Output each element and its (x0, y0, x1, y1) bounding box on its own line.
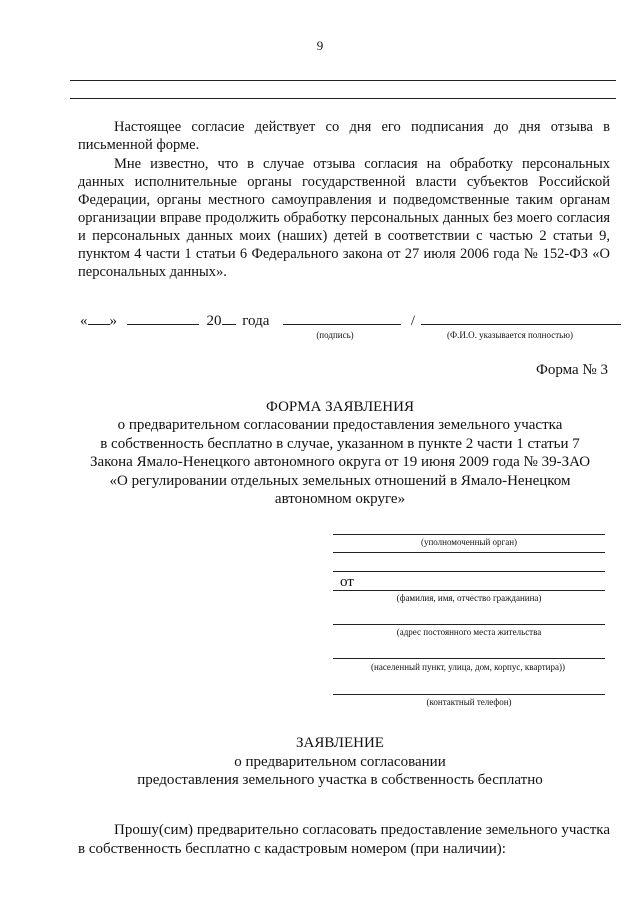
signature-slash: / (410, 313, 416, 329)
statement-heading (60, 734, 620, 790)
citizen-fio-label: (фамилия, имя, отчество гражданина) (396, 593, 542, 603)
extra-field[interactable] (333, 571, 605, 572)
citizen-fio-field[interactable] (333, 590, 605, 591)
form-title-line: в собственность бесплатно в случае, указанном в пункте 2 части 1 статьи 7 (100, 435, 580, 452)
day-field[interactable] (88, 310, 110, 325)
statement-body: Прошу(сим) предварительно согласовать предоставление земельного участка в собственность бесплатно с кадастровым номером (при наличии): (78, 822, 610, 857)
signature-field[interactable] (283, 310, 401, 325)
page-number: 9 (316, 38, 324, 53)
form-title-line: Закона Ямало-Ненецкого автономного округа от 19 июня 2009 года № 39-ЗАО (89, 454, 591, 471)
form-title-heading: ФОРМА ЗАЯВЛЕНИЯ (266, 399, 414, 415)
statement-title: ЗАЯВЛЕНИЕ (296, 735, 384, 751)
consent-paragraph-withdrawal: Мне известно, что в случае отзыва согласия на обработку персональных данных исполнительные органы государственной власти субъектов Российской Федерации, органы местного самоуправления и подведомственные таким органам организации вправе продолжить обработку персональных данных без моего согласия и персональных данных моих (наших) детей в соответствии с частью 2 статьи 9, пунктом 4 части 1 статьи 6 Федерального закона от 27 июля 2006 года № 152-ФЗ «О персональных данных». (78, 156, 610, 280)
form-title-line: автономном округе» (274, 491, 406, 508)
authority-field-line2[interactable] (333, 552, 605, 553)
statement-subtitle: о предварительном согласовании (234, 753, 446, 770)
locality-field[interactable] (333, 658, 605, 659)
fio-field[interactable] (421, 310, 621, 325)
signature-label: (подпись) (316, 330, 354, 340)
form-title (60, 398, 620, 508)
form-title-line: «О регулировании отдельных земельных отношений в Ямало-Ненецком (109, 472, 571, 489)
authority-field[interactable] (333, 534, 605, 535)
statement-subtitle: предоставления земельного участка в собственность бесплатно (137, 772, 543, 789)
address-label: (адрес постоянного места жительства (396, 627, 542, 637)
month-field[interactable] (127, 310, 199, 325)
authority-label: (уполномоченный орган) (420, 537, 518, 547)
consent-paragraph-validity: Настоящее согласие действует со дня его подписания до дня отзыва в письменной форме. (78, 119, 610, 153)
locality-label: (населенный пункт, улица, дом, корпус, квартира)) (371, 662, 565, 672)
year-prefix: 20 (206, 313, 222, 329)
form-title-line: о предварительном согласовании предоставления земельного участка (117, 417, 563, 434)
address-field[interactable] (333, 624, 605, 625)
phone-label: (контактный телефон) (426, 697, 512, 707)
date-signature-line (80, 310, 620, 330)
year-suffix: года (242, 313, 270, 329)
header-rule-top (70, 80, 616, 81)
fio-label: (Ф.И.О. указывается полностью) (447, 330, 573, 340)
header-rule-bottom (70, 98, 616, 99)
phone-field[interactable] (333, 694, 605, 695)
year-field[interactable] (222, 310, 236, 325)
from-label: от (340, 574, 354, 590)
date-open-quote: « (80, 313, 88, 329)
form-number: Форма № 3 (536, 362, 608, 378)
date-close-quote: » (109, 313, 117, 329)
